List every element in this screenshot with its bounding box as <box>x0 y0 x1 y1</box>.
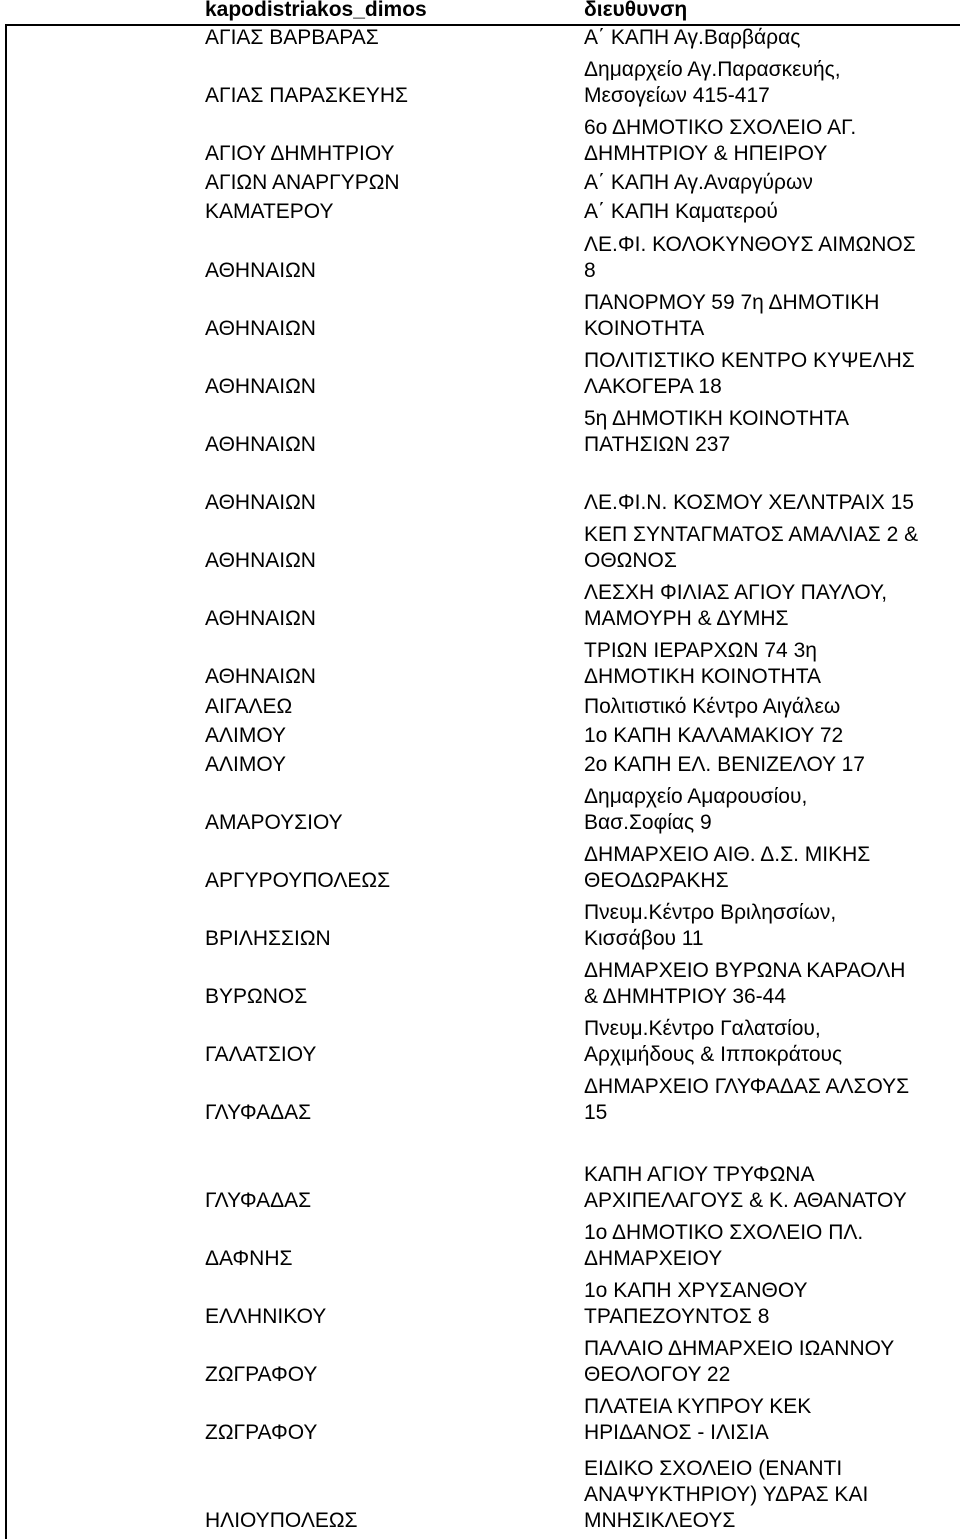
table-left-border <box>5 24 7 1539</box>
table-cell-address: ΔΗΜΑΡΧΕΙΟ ΑΙΘ. Δ.Σ. ΜΙΚΗΣ <box>584 843 871 866</box>
table-top-border <box>5 24 960 26</box>
table-cell-address: ΚΕΠ ΣΥΝΤΑΓΜΑΤΟΣ ΑΜΑΛΙΑΣ 2 & <box>584 523 919 546</box>
table-cell-address: ΜΝΗΣΙΚΛΕΟΥΣ <box>584 1509 736 1532</box>
table-cell-dimos: ΑΙΓΑΛΕΩ <box>205 695 293 718</box>
table-cell-dimos: ΑΡΓΥΡΟΥΠΟΛΕΩΣ <box>205 869 391 892</box>
table-cell-address: ΔΗΜΗΤΡΙΟΥ & ΗΠΕΙΡΟΥ <box>584 142 828 165</box>
table-cell-address: ΔΗΜΑΡΧΕΙΟ ΒΥΡΩΝΑ ΚΑΡΑΟΛΗ <box>584 959 906 982</box>
table-cell-dimos: ΑΜΑΡΟΥΣΙΟΥ <box>205 811 343 834</box>
table-cell-dimos: ΓΑΛΑΤΣΙΟΥ <box>205 1043 317 1066</box>
table-cell-address: ΛΕΣΧΗ ΦΙΛΙΑΣ ΑΓΙΟΥ ΠΑΥΛΟΥ, <box>584 581 888 604</box>
table-cell-dimos: ΕΛΛΗΝΙΚΟΥ <box>205 1305 327 1328</box>
table-cell-address: 1ο ΚΑΠΗ ΧΡΥΣΑΝΘΟΥ <box>584 1279 808 1302</box>
table-cell-address: ΑΝΑΨΥΚΤΗΡΙΟΥ) ΥΔΡΑΣ ΚΑΙ <box>584 1483 869 1506</box>
table-cell-dimos: ΑΘΗΝΑΙΩΝ <box>205 665 316 688</box>
table-cell-address: Α΄ ΚΑΠΗ Καματερού <box>584 200 778 223</box>
table-cell-address: ΛΑΚΟΓΕΡΑ 18 <box>584 375 722 398</box>
table-cell-address: 2ο ΚΑΠΗ ΕΛ. ΒΕΝΙΖΕΛΟΥ 17 <box>584 753 865 776</box>
table-cell-address: ΜΑΜΟΥΡΗ & ΔΥΜΗΣ <box>584 607 789 630</box>
table-cell-address: ΠΑΤΗΣΙΩΝ 237 <box>584 433 731 456</box>
table-cell-address: Πνευμ.Κέντρο Βριλησσίων, <box>584 901 837 924</box>
table-cell-address: ΚΟΙΝΟΤΗΤΑ <box>584 317 705 340</box>
table-cell-address: Βασ.Σοφίας 9 <box>584 811 712 834</box>
table-cell-address: ΘΕΟΔΩΡΑΚΗΣ <box>584 869 729 892</box>
table-cell-address: ΤΡΑΠΕΖΟΥΝΤΟΣ 8 <box>584 1305 770 1328</box>
table-cell-dimos: ΑΘΗΝΑΙΩΝ <box>205 259 316 282</box>
table-cell-dimos: ΔΑΦΝΗΣ <box>205 1247 293 1270</box>
column-header-address: διευθυνση <box>584 0 688 21</box>
table-cell-dimos: ΒΥΡΩΝΟΣ <box>205 985 308 1008</box>
table-cell-dimos: ΑΘΗΝΑΙΩΝ <box>205 549 316 572</box>
table-cell-address: ΗΡΙΔΑΝΟΣ - ΙΛΙΣΙΑ <box>584 1421 769 1444</box>
table-cell-address: Αρχιμήδους & Ιπποκράτους <box>584 1043 843 1066</box>
table-cell-dimos: ΑΘΗΝΑΙΩΝ <box>205 433 316 456</box>
table-cell-address: ΚΑΠΗ ΑΓΙΟΥ ΤΡΥΦΩΝΑ <box>584 1163 815 1186</box>
table-cell-address: ΔΗΜΑΡΧΕΙΟΥ <box>584 1247 723 1270</box>
table-cell-address: Δημαρχείο Αμαρουσίου, <box>584 785 808 808</box>
table-cell-address: ΟΘΩΝΟΣ <box>584 549 677 572</box>
table-cell-dimos: ΑΓΙΟΥ ΔΗΜΗΤΡΙΟΥ <box>205 142 395 165</box>
table-cell-dimos: ΑΘΗΝΑΙΩΝ <box>205 491 316 514</box>
table-cell-address: ΠΛΑΤΕΙΑ ΚΥΠΡΟΥ ΚΕΚ <box>584 1395 812 1418</box>
table-cell-dimos: ΖΩΓΡΑΦΟΥ <box>205 1363 318 1386</box>
table-cell-address: 5η ΔΗΜΟΤΙΚΗ ΚΟΙΝΟΤΗΤΑ <box>584 407 850 430</box>
table-cell-dimos: ΚΑΜΑΤΕΡΟΥ <box>205 200 334 223</box>
table-cell-dimos: ΑΘΗΝΑΙΩΝ <box>205 375 316 398</box>
table-cell-dimos: ΑΘΗΝΑΙΩΝ <box>205 607 316 630</box>
table-cell-address: ΕΙΔΙΚΟ ΣΧΟΛΕΙΟ (ΕΝΑΝΤΙ <box>584 1457 843 1480</box>
table-cell-address: ΤΡΙΩΝ ΙΕΡΑΡΧΩΝ 74 3η <box>584 639 817 662</box>
table-cell-address: ΠΟΛΙΤΙΣΤΙΚΟ ΚΕΝΤΡΟ ΚΥΨΕΛΗΣ <box>584 349 915 372</box>
table-cell-dimos: ΑΓΙΑΣ ΠΑΡΑΣΚΕΥΗΣ <box>205 84 409 107</box>
table-cell-dimos: ΑΓΙΑΣ ΒΑΡΒΑΡΑΣ <box>205 26 379 49</box>
table-cell-dimos: ΗΛΙΟΥΠΟΛΕΩΣ <box>205 1509 358 1532</box>
table-cell-address: 6ο ΔΗΜΟΤΙΚΟ ΣΧΟΛΕΙΟ ΑΓ. <box>584 116 857 139</box>
column-header-dimos: kapodistriakos_dimos <box>205 0 427 21</box>
table-cell-address: Α΄ ΚΑΠΗ Αγ.Αναργύρων <box>584 171 813 194</box>
table-cell-address: 1ο ΔΗΜΟΤΙΚΟ ΣΧΟΛΕΙΟ ΠΛ. <box>584 1221 864 1244</box>
table-cell-address: ΑΡΧΙΠΕΛΑΓΟΥΣ & Κ. ΑΘΑΝΑΤΟΥ <box>584 1189 907 1212</box>
table-cell-address: Μεσογείων 415-417 <box>584 84 770 107</box>
table-cell-address: Α΄ ΚΑΠΗ Αγ.Βαρβάρας <box>584 26 801 49</box>
table-cell-address: Πολιτιστικό Κέντρο Αιγάλεω <box>584 695 841 718</box>
table-cell-address: ΠΑΝΟΡΜΟΥ 59 7η ΔΗΜΟΤΙΚΗ <box>584 291 880 314</box>
table-cell-dimos: ΑΛΙΜΟΥ <box>205 724 287 747</box>
table-cell-address: Κισσάβου 11 <box>584 927 704 950</box>
table-cell-dimos: ΓΛΥΦΑΔΑΣ <box>205 1189 312 1212</box>
table-cell-address: ΛΕ.ΦΙ.Ν. ΚΟΣΜΟΥ ΧΕΛΝΤΡΑΙΧ 15 <box>584 491 914 514</box>
table-cell-dimos: ΑΘΗΝΑΙΩΝ <box>205 317 316 340</box>
table-cell-address: ΘΕΟΛΟΓΟΥ 22 <box>584 1363 731 1386</box>
table-cell-address: 1ο ΚΑΠΗ ΚΑΛΑΜΑΚΙΟΥ 72 <box>584 724 844 747</box>
table-cell-address: & ΔΗΜΗΤΡΙΟΥ 36-44 <box>584 985 787 1008</box>
table-cell-dimos: ΑΛΙΜΟΥ <box>205 753 287 776</box>
table-cell-address: 8 <box>584 259 596 282</box>
table-cell-dimos: ΒΡΙΛΗΣΣΙΩΝ <box>205 927 331 950</box>
table-cell-address: Πνευμ.Κέντρο Γαλατσίου, <box>584 1017 821 1040</box>
table-cell-dimos: ΑΓΙΩΝ ΑΝΑΡΓΥΡΩΝ <box>205 171 400 194</box>
table-cell-address: ΔΗΜΟΤΙΚΗ ΚΟΙΝΟΤΗΤΑ <box>584 665 821 688</box>
table-cell-dimos: ΓΛΥΦΑΔΑΣ <box>205 1101 312 1124</box>
table-cell-address: ΠΑΛΑΙΟ ΔΗΜΑΡΧΕΙΟ ΙΩΑΝΝΟΥ <box>584 1337 895 1360</box>
table-cell-address: ΛΕ.ΦΙ. ΚΟΛΟΚΥΝΘΟΥΣ ΑΙΜΩΝΟΣ <box>584 233 916 256</box>
table-cell-dimos: ΖΩΓΡΑΦΟΥ <box>205 1421 318 1444</box>
table-cell-address: 15 <box>584 1101 608 1124</box>
table-cell-address: Δημαρχείο Αγ.Παρασκευής, <box>584 58 841 81</box>
table-cell-address: ΔΗΜΑΡΧΕΙΟ ΓΛΥΦΑΔΑΣ ΑΛΣΟΥΣ <box>584 1075 910 1098</box>
